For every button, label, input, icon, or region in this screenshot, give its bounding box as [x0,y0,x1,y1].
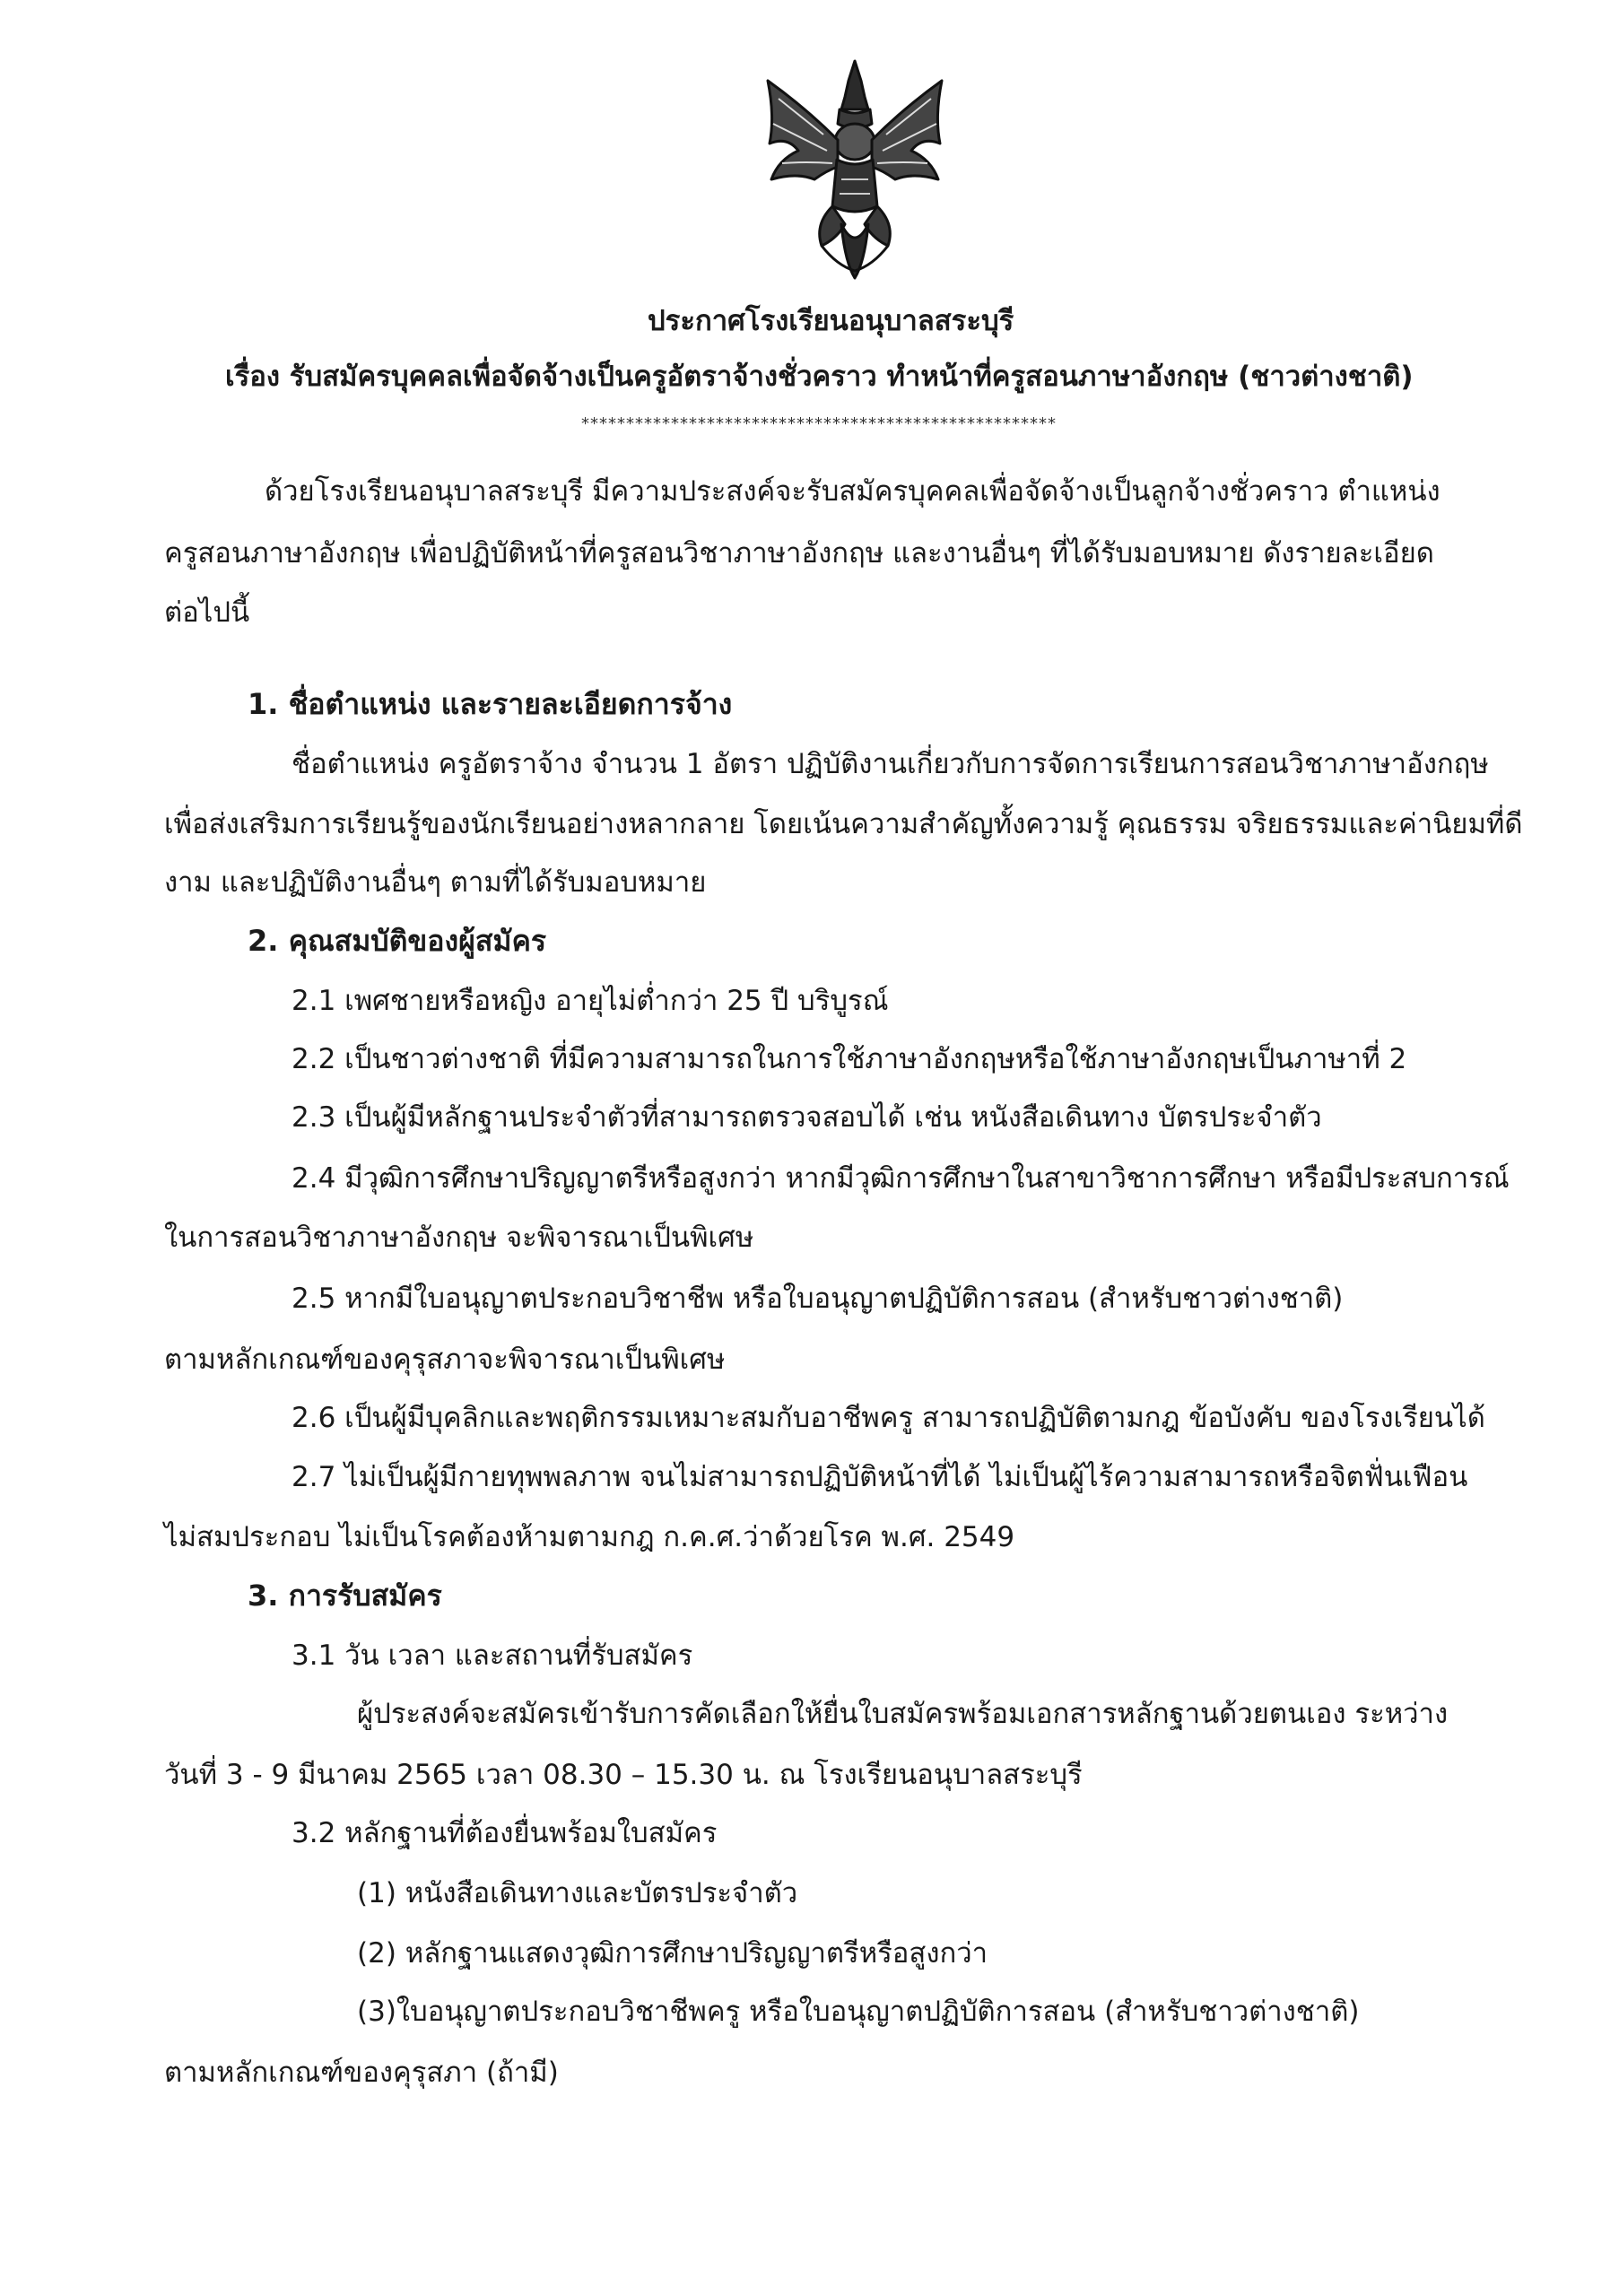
section-1-line-2: เพื่อส่งเสริมการเรียนรู้ของนักเรียนอย่างหลากลาย โดยเน้นความสำคัญทั้งความรู้ คุณธรรม จริยธรรมและค่านิยมที่ดี [164,808,1523,840]
section-1-heading: 1. ชื่อตำแหน่ง และรายละเอียดการจ้าง [248,687,733,721]
section-2-heading: 2. คุณสมบัติของผู้สมัคร [248,924,547,958]
intro-line-3: ต่อไปนี้ [164,596,250,629]
qualification-2-2: 2.2 เป็นชาวต่างชาติ ที่มีความสามารถในการใช้ภาษาอังกฤษหรือใช้ภาษาอังกฤษเป็นภาษาที่ 2 [292,1043,1407,1075]
document-item-3-cont: ตามหลักเกณฑ์ของคุรุสภา (ถ้ามี) [164,2057,559,2089]
qualification-2-4-cont: ในการสอนวิชาภาษาอังกฤษ จะพิจารณาเป็นพิเศษ [164,1222,754,1254]
qualification-2-7: 2.7 ไม่เป็นผู้มีกายทุพพลภาพ จนไม่สามารถปฏิบัติหน้าที่ได้ ไม่เป็นผู้ไร้ความสามารถหรือจิตฟั่นเฟือน [292,1461,1468,1493]
garuda-emblem-icon [752,54,958,287]
intro-line-1: ด้วยโรงเรียนอนุบาลสระบุรี มีความประสงค์จะรับสมัครบุคคลเพื่อจัดจ้างเป็นลูกจ้างชั่วคราว ตำแหน่ง [265,475,1441,508]
qualification-2-3: 2.3 เป็นผู้มีหลักฐานประจำตัวที่สามารถตรวจสอบได้ เช่น หนังสือเดินทาง บัตรประจำตัว [292,1101,1322,1134]
section-1-line-3: งาม และปฏิบัติงานอื่นๆ ตามที่ได้รับมอบหมาย [164,866,707,899]
qualification-2-5-cont: ตามหลักเกณฑ์ของคุรุสภาจะพิจารณาเป็นพิเศษ [164,1344,726,1376]
separator-stars: ***************************************************** [581,414,1057,433]
application-3-1: 3.1 วัน เวลา และสถานที่รับสมัคร [292,1639,693,1672]
announcement-title: ประกาศโรงเรียนอนุบาลสระบุรี [648,305,1014,337]
document-item-1: (1) หนังสือเดินทางและบัตรประจำตัว [357,1877,798,1909]
intro-line-2: ครูสอนภาษาอังกฤษ เพื่อปฏิบัติหน้าที่ครูสอนวิชาภาษาอังกฤษ และงานอื่นๆ ที่ได้รับมอบหมาย ดังรายละเอียด [164,537,1434,570]
qualification-2-4: 2.4 มีวุฒิการศึกษาปริญญาตรีหรือสูงกว่า หากมีวุฒิการศึกษาในสาขาวิชาการศึกษา หรือมีประสบการณ์ [292,1162,1510,1195]
document-item-2: (2) หลักฐานแสดงวุฒิการศึกษาปริญญาตรีหรือสูงกว่า [357,1937,988,1970]
section-1-line-1: ชื่อตำแหน่ง ครูอัตราจ้าง จำนวน 1 อัตรา ปฏิบัติงานเกี่ยวกับการจัดการเรียนการสอนวิชาภาษาอังกฤษ [292,748,1489,780]
application-3-2: 3.2 หลักฐานที่ต้องยื่นพร้อมใบสมัคร [292,1817,718,1849]
document-item-3: (3)ใบอนุญาตประกอบวิชาชีพครู หรือใบอนุญาตปฏิบัติการสอน (สำหรับชาวต่างชาติ) [357,1996,1360,2028]
application-3-1-line-2: วันที่ 3 - 9 มีนาคม 2565 เวลา 08.30 – 15.30 น. ณ โรงเรียนอนุบาลสระบุรี [164,1759,1083,1791]
application-3-1-line-1: ผู้ประสงค์จะสมัครเข้ารับการคัดเลือกให้ยื่นใบสมัครพร้อมเอกสารหลักฐานด้วยตนเอง ระหว่าง [357,1698,1449,1730]
qualification-2-5: 2.5 หากมีใบอนุญาตประกอบวิชาชีพ หรือใบอนุญาตปฏิบัติการสอน (สำหรับชาวต่างชาติ) [292,1283,1344,1315]
qualification-2-7-cont: ไม่สมประกอบ ไม่เป็นโรคต้องห้ามตามกฎ ก.ค.ศ.ว่าด้วยโรค พ.ศ. 2549 [164,1521,1015,1553]
announcement-subject: เรื่อง รับสมัครบุคคลเพื่อจัดจ้างเป็นครูอัตราจ้างชั่วคราว ทำหน้าที่ครูสอนภาษาอังกฤษ (ชาวต่างชาติ) [225,361,1414,393]
qualification-2-1: 2.1 เพศชายหรือหญิง อายุไม่ต่ำกว่า 25 ปี บริบูรณ์ [292,985,889,1017]
section-3-heading: 3. การรับสมัคร [248,1578,442,1613]
qualification-2-6: 2.6 เป็นผู้มีบุคลิกและพฤติกรรมเหมาะสมกับอาชีพครู สามารถปฏิบัติตามกฎ ข้อบังคับ ของโรงเรียนได้ [292,1402,1485,1434]
